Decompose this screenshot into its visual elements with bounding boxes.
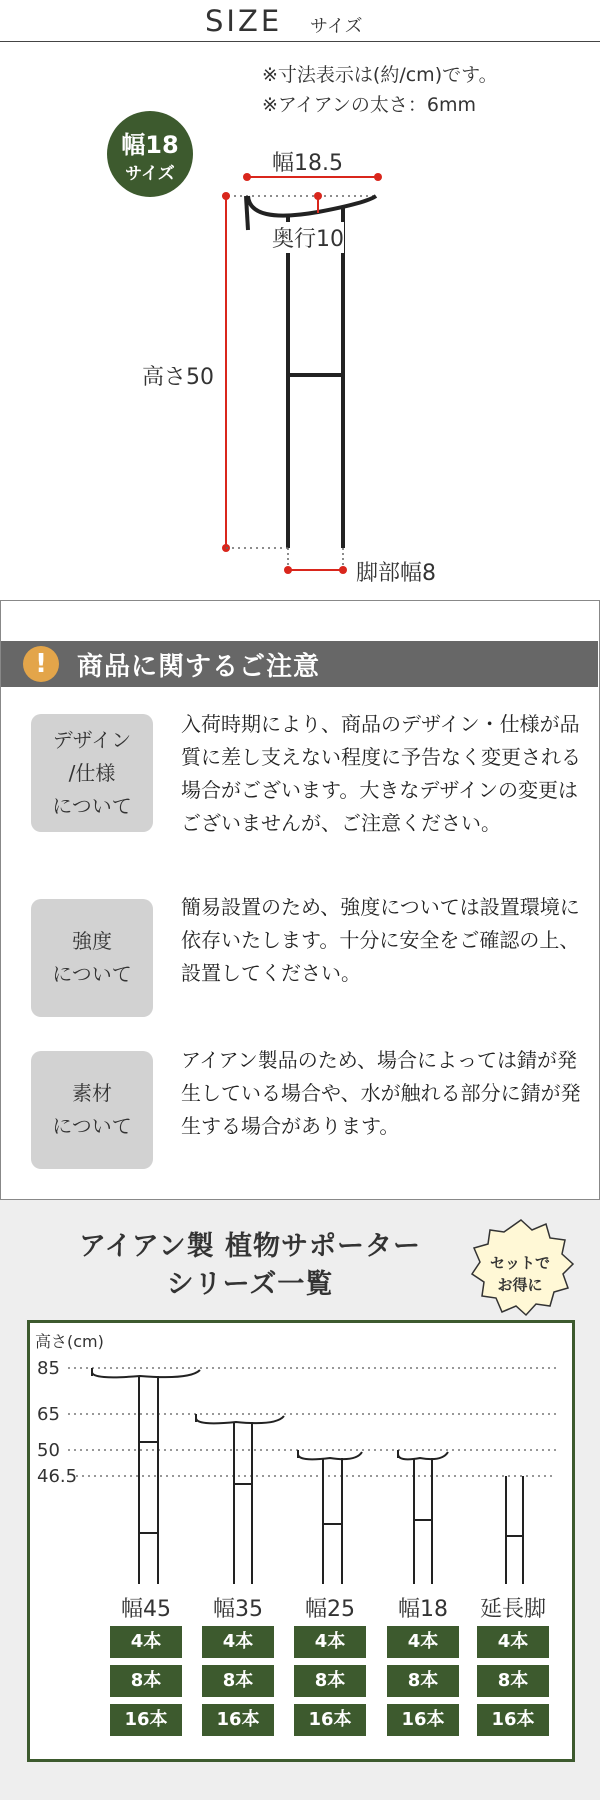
col-label-w18: 幅18: [398, 1597, 448, 1622]
support-diagram: [0, 0, 600, 600]
caution-header-bar: [1, 641, 598, 687]
note-iron-thickness: ※アイアンの太さ：6mm: [262, 94, 476, 116]
caution-text-strength: 簡易設置のため、強度については設置環境に依存いたします。十分に安全をご確認の上、設置してください。: [181, 895, 580, 985]
leg-width-dot-right: [339, 566, 347, 574]
count-badge: 8本: [202, 1665, 274, 1697]
caution-section: [0, 600, 600, 1200]
dim-leg-width-label: 脚部幅8: [356, 561, 436, 586]
count-badge: 8本: [387, 1665, 459, 1697]
count-badge: 4本: [477, 1626, 549, 1658]
support-w35: [196, 1414, 284, 1584]
support-w45: [92, 1368, 200, 1584]
col-label-w25: 幅25: [305, 1597, 355, 1622]
burst-line1: セットで: [489, 1254, 550, 1272]
dim-depth-label: 奥行10: [272, 222, 344, 253]
count-badge: 16本: [110, 1704, 182, 1736]
series-section: [0, 1200, 600, 1800]
height-dim-dot-top: [222, 192, 230, 200]
note-units: ※寸法表示は(約/cm)です。: [262, 64, 498, 86]
col-label-w35: 幅35: [213, 1597, 263, 1622]
depth-dim-dot: [314, 192, 322, 200]
caution-label-design: デザイン /仕様 について: [31, 714, 153, 832]
dim-height-label: 高さ50: [142, 365, 214, 390]
exclamation-icon: !: [23, 646, 59, 682]
height-axis-label: 高さ(cm): [35, 1332, 104, 1351]
badge-size-sub: サイズ: [125, 164, 175, 184]
count-badge: 4本: [387, 1626, 459, 1658]
col-label-w45: 幅45: [121, 1597, 171, 1622]
tick-85: 85: [37, 1358, 60, 1379]
support-extension-leg: [506, 1476, 523, 1584]
count-badge: 4本: [110, 1626, 182, 1658]
count-badge: 8本: [477, 1665, 549, 1697]
series-title-line2: シリーズ一覧: [166, 1269, 334, 1300]
caution-label-material: 素材 について: [31, 1051, 153, 1169]
caution-text-design: 入荷時期により、商品のデザイン・仕様が品質に差し支えない程度に予告なく変更される場合がございます。大きなデザインの変更はございませんが、ご注意ください。: [181, 712, 581, 835]
support-w18: [398, 1450, 448, 1584]
tick-65: 65: [37, 1404, 60, 1425]
dim-width-label: 幅18.5: [272, 151, 343, 176]
caution-text-material: アイアン製品のため、場合によっては錆が発生している場合や、水が触れる部分に錆が発生する場合があります。: [181, 1048, 581, 1138]
tick-46-5: 46.5: [37, 1466, 78, 1487]
caution-label-strength: 強度 について: [31, 899, 153, 1017]
tick-50: 50: [37, 1440, 60, 1461]
count-badge: 16本: [294, 1704, 366, 1736]
width-dim-dot-left: [243, 173, 251, 181]
ring-arc: [248, 196, 376, 216]
caution-title: 商品に関するご注意: [77, 652, 321, 682]
ring-hook-left: [246, 196, 248, 230]
count-badge: 16本: [477, 1704, 549, 1736]
size-section: [0, 0, 600, 600]
count-badge: 16本: [387, 1704, 459, 1736]
col-label-extension: 延長脚: [479, 1597, 546, 1622]
count-badge: 8本: [110, 1665, 182, 1697]
series-title-line1: アイアン製 植物サポーター: [78, 1231, 422, 1262]
badge-size-label: 幅18: [121, 131, 179, 159]
support-w25: [298, 1450, 362, 1584]
count-badge: 4本: [294, 1626, 366, 1658]
count-badge: 8本: [294, 1665, 366, 1697]
size-title: SIZE: [205, 4, 283, 38]
count-badge: 4本: [202, 1626, 274, 1658]
size-subtitle: サイズ: [310, 16, 363, 37]
burst-line2: お得に: [497, 1276, 543, 1294]
leg-width-dot-left: [284, 566, 292, 574]
width-dim-dot-right: [374, 173, 382, 181]
count-badge: 16本: [202, 1704, 274, 1736]
